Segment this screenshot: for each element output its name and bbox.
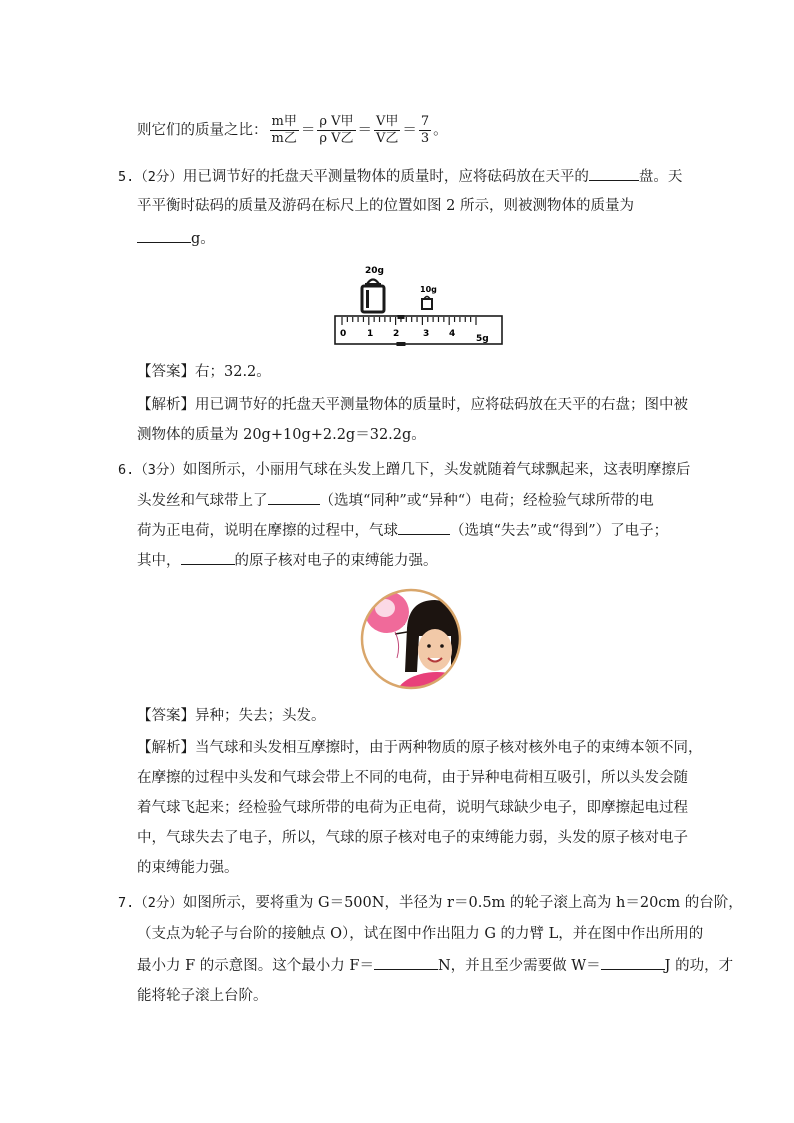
q5-blank-2[interactable]	[137, 228, 191, 243]
q5-analysis-1: 【解析】用已调节好的托盘天平测量物体的质量时，应将砝码放在天平的右盘；图中被	[137, 397, 688, 413]
weight-20g-icon	[362, 280, 384, 313]
weight-20g-label: 20g	[365, 266, 384, 276]
q6-analysis-5: 的束缚能力强。	[137, 860, 239, 876]
q6-answer: 【答案】异种；失去；头发。	[137, 708, 326, 724]
q6-analysis-4: 中，气球失去了电子，所以，气球的原子核对电子的束缚能力弱，头发的原子核对电子	[137, 830, 688, 846]
q5-analysis-2: 测物体的质量为 20g+10g+2.2g＝32.2g。	[137, 427, 426, 443]
balance-figure	[330, 262, 506, 348]
q6-line-2: 头发丝和气球带上了 （选填“同种”或“异种“）电荷；经检验气球所带的电	[137, 490, 654, 511]
equals-sign: ＝	[300, 122, 316, 139]
tick-label-5g: 5g	[476, 334, 489, 344]
q7-number: 7.（2分）	[118, 895, 183, 911]
weight-10g-label: 10g	[420, 285, 437, 294]
girl-face	[418, 629, 452, 671]
q6-number: 6.（3分）	[118, 462, 183, 478]
q6-line-1: 6.（3分）如图所示，小丽用气球在头发上蹭几下，头发就随着气球飘起来，这表明摩擦后	[118, 462, 691, 478]
fraction-v: $\frac{\text{V甲}}{\text{V乙}}$	[376, 114, 399, 146]
analysis-tag: 【解析】	[137, 397, 195, 413]
q6-analysis-2: 在摩擦的过程中头发和气球会带上不同的电荷，由于异种电荷相互吸引，所以头发会随	[137, 770, 688, 786]
ratio-intro: 则它们的质量之比：	[137, 122, 268, 139]
q5-line-1: 5.（2分）用已调节好的托盘天平测量物体的质量时，应将砝码放在天平的 盘。天	[118, 166, 682, 187]
rider-bottom	[396, 342, 405, 346]
q6-line-3: 荷为正电荷，说明在摩擦的过程中，气球 （选填“失去”或“得到”）了电子；	[137, 520, 668, 541]
fraction-rho-v: $\frac{\text{ρ V甲}}{\text{ρ V乙}}$	[319, 114, 354, 146]
tick-label-3: 3	[423, 329, 430, 339]
q6-blank-3[interactable]	[181, 550, 235, 565]
equals-sign: ＝	[402, 122, 417, 139]
mass-ratio-line: 则它们的质量之比： $\frac{\text{m甲}}{\text{m乙}}$ ＝ $\frac{\text{ρ V甲}}{\text{ρ V乙}}$ ＝ $\frac{\text{V甲}}{\text{V乙}}$ ＝ $\frac{7}{3}$ 。	[137, 114, 448, 146]
girl-balloon-figure	[355, 588, 467, 690]
q5-blank-1[interactable]	[589, 166, 639, 181]
q6-blank-1[interactable]	[268, 490, 320, 505]
q7-blank-work[interactable]	[601, 955, 665, 970]
q5-number: 5.（2分）	[118, 169, 183, 185]
fraction-result: $\frac{7}{3}$	[420, 114, 430, 146]
q6-blank-2[interactable]	[398, 520, 450, 535]
q6-analysis-3: 着气球飞起来；经检验气球所带的电荷为正电荷，说明气球缺少电子，即摩擦起电过程	[137, 800, 688, 816]
fraction-m: $\frac{\text{m甲}}{\text{m乙}}$	[271, 114, 297, 146]
weight-10g-icon	[422, 297, 432, 310]
q7-line-4: 能将轮子滚上台阶。	[137, 988, 268, 1004]
q7-line-1: 7.（2分）如图所示，要将重为 G＝500N，半径为 r＝0.5m 的轮子滚上高为 h＝20cm 的台阶，	[118, 895, 743, 911]
q7-blank-force[interactable]	[374, 955, 438, 970]
q7-line-3: 最小力 F 的示意图。这个最小力 F＝ N，并且至少需要做 W＝ J 的功，才	[137, 955, 733, 976]
smile	[428, 658, 442, 662]
left-eye	[427, 644, 431, 648]
q6-line-4: 其中， 的原子核对电子的束缚能力强。	[137, 550, 438, 571]
right-eye	[440, 644, 444, 648]
q5-answer: 【答案】右；32.2。	[137, 364, 271, 380]
tick-label-0: 0	[340, 329, 347, 339]
tick-label-1: 1	[367, 329, 374, 339]
q7-line-2: （支点为轮子与台阶的接触点 O），试在图中作出阻力 G 的力臂 L，并在图中作出所用的	[137, 926, 704, 942]
tick-label-2: 2	[393, 329, 400, 339]
tick-label-4: 4	[449, 329, 456, 339]
balance-scale	[335, 315, 502, 346]
rider-top	[397, 315, 404, 319]
q5-line-3: g。	[137, 228, 215, 249]
answer-tag: 【答案】	[137, 708, 195, 724]
q5-line-2: 平平衡时砝码的质量及游码在标尺上的位置如图 2 所示，则被测物体的质量为	[137, 198, 634, 214]
analysis-tag: 【解析】	[137, 740, 195, 756]
answer-tag: 【答案】	[137, 364, 195, 380]
q6-analysis-1: 【解析】当气球和头发相互摩擦时，由于两种物质的原子核对核外电子的束缚本领不同，	[137, 740, 703, 756]
equals-sign: ＝	[357, 122, 372, 139]
